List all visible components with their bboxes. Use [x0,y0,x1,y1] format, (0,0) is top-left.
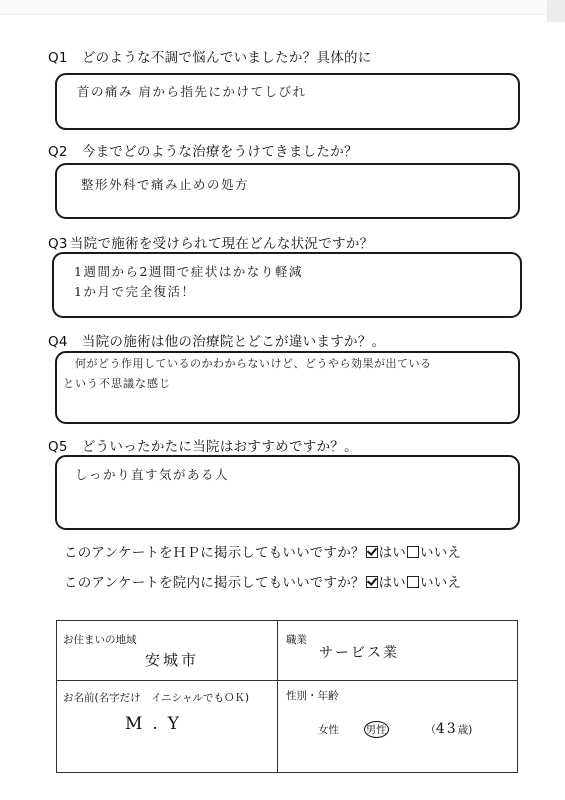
question-text: どういったかたに当院はおすすめですか？。 [81,439,358,455]
age-open-paren: （ [425,724,436,736]
age-value: 43 [435,721,458,737]
consent-in-clinic [64,571,461,591]
job-label: 職業 [286,634,307,646]
question-number: Q3 [48,236,68,252]
divider [277,621,278,772]
no-label: いいえ [420,545,462,561]
no-checkbox[interactable] [407,576,419,588]
question-number: Q2 [48,144,68,160]
question-number: Q1 [48,50,68,66]
question-text: どのような不調で悩んでいましたか？具体的に [81,50,372,66]
answer-text-line-1: 1週間から2週間で症状はかなり軽減 [74,264,303,279]
question-4 [48,330,385,350]
yes-checkbox[interactable] [366,576,378,588]
name-value: M.Y [125,714,190,734]
job-value: サービス業 [319,645,399,661]
yes-label: はい [378,545,406,561]
scan-corner [547,0,565,22]
male-option[interactable]: 男性 [364,721,389,738]
answer-text: 首の痛み 肩から指先にかけてしびれ [77,84,307,99]
answer-box-2 [55,163,520,219]
area-label: お住まいの地域 [63,634,137,646]
gender-age-label: 性別・年齢 [286,690,339,702]
no-checkbox[interactable] [407,546,419,558]
yes-label: はい [378,575,406,591]
age-unit: 歳) [457,724,473,736]
question-2 [48,140,358,160]
question-5 [48,435,358,455]
answer-box-1 [55,73,520,130]
answer-text-line-1: 何がどう作用しているのかわからないけど、どうやら効果が出ている [75,357,432,370]
answer-text-line-2: 1か月で完全復活！ [74,284,196,299]
question-text: 今までどのような治療をうけてきましたか？ [81,144,358,160]
question-1 [48,46,372,66]
yes-checkbox[interactable] [366,546,378,558]
area-value: 安城市 [145,651,200,669]
respondent-info-table [56,620,518,773]
question-number: Q4 [48,334,68,350]
scan-edge [0,0,565,15]
no-label: いいえ [420,575,462,591]
consent-hp [64,541,461,561]
answer-box-4 [55,351,520,424]
answer-text: 整形外科で痛み止めの処方 [81,177,250,192]
answer-box-3 [52,252,522,318]
female-option[interactable]: 女性 [318,724,339,736]
question-number: Q5 [48,439,68,455]
question-text: 当院の施術は他の治療院とどこが違いますか？。 [81,334,386,350]
answer-box-5 [55,455,520,530]
consent-question: このアンケートをＨＰに掲示してもいいですか？ [64,545,365,561]
consent-question: このアンケートを院内に掲示してもいいですか？ [64,575,365,591]
question-3 [48,232,373,252]
divider [57,680,517,681]
gender-age-row [318,721,472,738]
name-label: お名前(名字だけ イニシャルでもＯＫ) [63,692,250,704]
answer-text-line-2: という不思議な感じ [63,377,171,390]
question-text: 当院で施術を受けられて現在どんな状況ですか？ [69,236,374,252]
answer-text: しっかり直す気がある人 [75,467,230,482]
